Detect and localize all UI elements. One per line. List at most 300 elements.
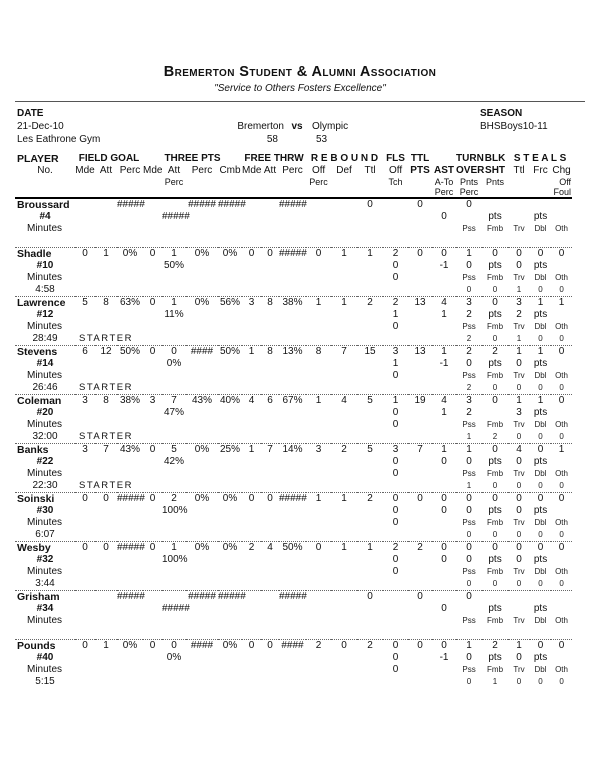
stat-cell — [357, 676, 383, 688]
stat-cell — [357, 358, 383, 370]
stat-cell: 1 — [383, 395, 408, 408]
starter-flag — [75, 529, 162, 542]
breakdown-value: 0 — [492, 579, 498, 588]
stat-cell: pts — [533, 554, 548, 565]
stat-cell — [75, 321, 95, 333]
stat-cell: 8 — [95, 395, 117, 408]
stat-cell: 2 — [516, 309, 522, 320]
stat-cell: 0 — [466, 652, 472, 663]
stat-cell: 0 — [456, 542, 482, 555]
starter-flag: STARTER — [79, 480, 133, 491]
stat-cell — [242, 260, 261, 272]
breakdown-value — [456, 235, 482, 248]
stat-cell — [551, 652, 572, 664]
spacer — [432, 153, 456, 165]
stat-cell — [162, 591, 186, 604]
stat-cell: 0 — [482, 493, 508, 506]
stat-cell — [408, 566, 432, 578]
stat-cell — [117, 419, 143, 431]
stat-cell — [75, 211, 95, 223]
stat-cell: 0% — [218, 248, 242, 261]
breakdown-label: Pss — [462, 420, 476, 429]
stat-cell — [551, 260, 572, 272]
stat-cell: pts — [488, 309, 502, 320]
stat-cell: 1 — [331, 248, 357, 261]
stat-cell — [242, 615, 261, 627]
breakdown-value: 0 — [466, 530, 472, 539]
stat-cell — [218, 358, 242, 370]
breakdown-label: Fmb — [487, 665, 504, 674]
stat-cell — [432, 566, 456, 578]
stat-cell — [162, 627, 186, 640]
stat-cell: pts — [533, 309, 548, 320]
stat-cell — [242, 235, 261, 248]
stat-cell — [117, 309, 143, 321]
season-value: BHSBoys10-11 — [480, 121, 548, 132]
stat-cell — [279, 333, 306, 346]
breakdown-label: Oth — [555, 322, 568, 331]
game-info-left — [17, 107, 100, 146]
stat-cell: 1 — [456, 444, 482, 457]
stat-cell: 19 — [408, 395, 432, 408]
stat-cell — [95, 517, 117, 529]
stat-cell: 7 — [261, 444, 279, 457]
stat-cell: pts — [488, 456, 502, 467]
breakdown-label: Fmb — [487, 420, 504, 429]
breakdown-value: 0 — [538, 383, 543, 392]
col-st-ttl: Ttl — [513, 165, 525, 176]
stat-cell — [551, 554, 572, 566]
stat-cell — [331, 211, 357, 223]
minutes-label: Minutes — [27, 321, 63, 332]
stat-cell — [261, 456, 279, 468]
stat-cell: 0 — [432, 542, 456, 555]
stat-cell: 0 — [392, 468, 399, 479]
stat-cell: 1 — [530, 297, 551, 310]
breakdown-value: 0 — [516, 481, 522, 490]
stat-cell — [551, 211, 572, 223]
stat-cell: 0 — [95, 493, 117, 506]
stat-cell: 1 — [331, 297, 357, 310]
stat-cell — [432, 627, 456, 640]
stat-cell — [186, 603, 218, 615]
stat-cell — [143, 272, 162, 284]
stat-cell — [75, 566, 95, 578]
col-turn-perc: Perc — [459, 187, 479, 197]
stat-cell: 4 — [242, 395, 261, 408]
breakdown-label: Oth — [555, 273, 568, 282]
player-number: #4 — [39, 211, 51, 222]
stat-cell: ##### — [218, 591, 246, 602]
breakdown-value — [456, 627, 482, 640]
stat-cell: 0 — [482, 297, 508, 310]
stat-cell — [143, 615, 162, 627]
stat-cell — [357, 223, 383, 235]
breakdown-label: Oth — [555, 371, 568, 380]
stat-cell: 0 — [408, 248, 432, 261]
stat-cell — [306, 578, 331, 591]
stat-cell: 0% — [186, 542, 218, 555]
stat-cell: 2 — [383, 542, 408, 555]
minutes-value: 4:58 — [35, 284, 55, 295]
stat-cell: pts — [488, 554, 502, 565]
stat-cell — [482, 407, 508, 419]
spacer — [15, 187, 75, 198]
stat-cell: 2 — [466, 407, 472, 418]
stat-cell: 0 — [75, 542, 95, 555]
stat-cell — [143, 358, 162, 370]
col-fg-att: Att — [99, 165, 113, 176]
stat-cell — [218, 382, 242, 395]
stat-cell — [331, 198, 357, 211]
stat-cell — [432, 284, 456, 297]
col-blk-pnts: Pnts — [486, 177, 505, 187]
stat-cell: 1 — [530, 395, 551, 408]
stat-cell: ##### — [117, 542, 145, 553]
stat-cell: 0 — [392, 664, 399, 675]
stat-cell — [242, 603, 261, 615]
spacer — [15, 177, 75, 187]
stat-cell — [279, 431, 306, 444]
breakdown-label: Oth — [555, 420, 568, 429]
stat-cell: 0 — [143, 248, 162, 261]
stat-cell — [279, 235, 306, 248]
stat-cell — [432, 321, 456, 333]
player-number: #32 — [36, 554, 54, 565]
col-free-thrw: FREE THRW — [244, 153, 304, 164]
stat-cell — [95, 407, 117, 419]
stat-cell — [162, 615, 186, 627]
col-pts: PTS — [410, 165, 430, 176]
breakdown-value: 0 — [516, 432, 522, 441]
breakdown-value: 0 — [559, 481, 564, 490]
stat-cell — [357, 652, 383, 664]
player-name: Broussard — [15, 198, 75, 211]
stat-cell — [75, 272, 95, 284]
col-tp-perc: Perc — [191, 165, 213, 176]
stat-cell — [383, 431, 408, 444]
stat-cell — [357, 419, 383, 431]
stat-cell: 0 — [530, 493, 551, 506]
stat-cell: 0 — [392, 419, 399, 430]
stat-cell — [432, 591, 456, 604]
game-info — [15, 107, 585, 148]
org-title: Bremerton Student & Alumni Association — [163, 64, 437, 80]
stat-cell: pts — [488, 211, 502, 222]
stat-cell: 0 — [482, 248, 508, 261]
minutes-value: 22:30 — [32, 480, 58, 491]
stat-cell: pts — [533, 652, 548, 663]
game-info-right — [480, 107, 548, 133]
stat-cell — [331, 578, 357, 591]
stat-cell — [218, 284, 242, 297]
stat-cell — [279, 211, 306, 223]
stat-cell — [162, 431, 186, 444]
stat-cell — [432, 578, 456, 591]
stat-cell — [242, 284, 261, 297]
stat-cell — [75, 358, 95, 370]
stat-cell — [331, 284, 357, 297]
player-block-stevens — [15, 346, 572, 395]
stat-cell — [186, 468, 218, 480]
stat-cell — [117, 407, 143, 419]
stat-cell: 0 — [261, 640, 279, 653]
minutes-label: Minutes — [27, 419, 63, 430]
stat-cell — [186, 456, 218, 468]
stat-cell — [261, 284, 279, 297]
stat-cell: 0 — [75, 640, 95, 653]
stat-cell — [408, 284, 432, 297]
stat-cell: 8 — [306, 346, 331, 359]
stat-cell: ##### — [117, 199, 145, 210]
stat-cell — [383, 235, 408, 248]
stat-cell: 0 — [516, 652, 522, 663]
stat-cell — [117, 370, 143, 382]
spacer — [331, 177, 383, 187]
stat-cell — [95, 652, 117, 664]
stat-cell — [242, 272, 261, 284]
stat-cell — [75, 664, 95, 676]
stat-cell — [279, 517, 306, 529]
spacer — [75, 177, 162, 187]
stat-cell — [408, 309, 432, 321]
stat-cell — [551, 407, 572, 419]
stat-cell: 0 — [143, 640, 162, 653]
breakdown-value: 0 — [466, 285, 472, 294]
stat-cell — [482, 198, 508, 211]
stat-cell — [408, 615, 432, 627]
stat-cell — [117, 468, 143, 480]
stat-cell — [218, 578, 242, 591]
breakdown-value: 0 — [559, 530, 564, 539]
stat-cell: 2 — [482, 346, 508, 359]
stat-cell: 0% — [166, 652, 182, 663]
stat-cell: 3 — [456, 395, 482, 408]
stat-cell: 2 — [383, 297, 408, 310]
col-tp-mde: Mde — [143, 165, 163, 176]
breakdown-label: Pss — [462, 616, 476, 625]
stat-cell — [408, 223, 432, 235]
stat-cell — [218, 321, 242, 333]
stat-cell — [306, 566, 331, 578]
stat-cell: ##### — [186, 198, 218, 211]
stat-cell: ##### — [162, 211, 190, 222]
stat-cell: 0% — [186, 297, 218, 310]
stat-cell — [143, 211, 162, 223]
breakdown-label: Trv — [513, 665, 525, 674]
stat-cell — [143, 223, 162, 235]
stat-cell — [261, 419, 279, 431]
col-fls: FLS — [386, 153, 405, 164]
stat-cell: 3 — [306, 444, 331, 457]
stat-cell — [162, 370, 186, 382]
stat-cell — [75, 517, 95, 529]
stat-cell: 50% — [117, 346, 143, 359]
breakdown-label: Dbl — [534, 469, 547, 478]
stat-cell: 0 — [392, 370, 399, 381]
stat-cell — [218, 603, 242, 615]
stat-cell — [242, 480, 261, 493]
stat-cell — [186, 566, 218, 578]
spacer — [482, 187, 551, 198]
stat-cell: 0 — [516, 456, 522, 467]
stat-cell — [143, 517, 162, 529]
stat-cell — [306, 321, 331, 333]
stat-cell: 5 — [357, 444, 383, 457]
stat-cell: 0 — [143, 297, 162, 310]
stat-cell — [186, 480, 218, 493]
stat-cell — [117, 517, 143, 529]
stat-cell — [408, 480, 432, 493]
stat-cell — [279, 603, 306, 615]
stat-cell: 7 — [95, 444, 117, 457]
stat-cell — [75, 370, 95, 382]
stat-cell — [261, 198, 279, 211]
stat-cell: 100% — [162, 505, 188, 516]
stat-cell: 0 — [551, 640, 572, 653]
stat-cell — [162, 676, 186, 688]
stat-cell: 3 — [75, 395, 95, 408]
stat-cell: ##### — [162, 603, 190, 614]
player-name: Banks — [15, 444, 75, 457]
stat-cell: 4 — [331, 395, 357, 408]
breakdown-value: 0 — [559, 432, 564, 441]
stat-cell — [306, 468, 331, 480]
stat-cell — [279, 615, 306, 627]
stat-cell: 0% — [117, 640, 143, 653]
stat-cell — [261, 468, 279, 480]
stat-cell — [261, 235, 279, 248]
stat-cell — [432, 333, 456, 346]
breakdown-label: Fmb — [487, 371, 504, 380]
stat-cell — [261, 358, 279, 370]
stat-cell — [551, 309, 572, 321]
stat-cell: 0% — [117, 248, 143, 261]
stat-cell: 2 — [242, 542, 261, 555]
stat-cell: 0 — [530, 640, 551, 653]
stat-cell — [306, 615, 331, 627]
stat-cell — [186, 211, 218, 223]
stat-cell — [117, 566, 143, 578]
stat-cell — [117, 615, 143, 627]
stat-cell: 1 — [392, 358, 399, 369]
stat-cell — [331, 529, 357, 542]
stat-cell: pts — [488, 505, 502, 516]
stat-cell: 0 — [551, 395, 572, 408]
stat-cell — [432, 480, 456, 493]
org-motto: "Service to Others Fosters Excellence" — [214, 83, 386, 94]
breakdown-value: 0 — [516, 579, 522, 588]
stat-cell — [331, 431, 357, 444]
minutes-label: Minutes — [27, 517, 63, 528]
stat-cell — [383, 578, 408, 591]
stat-cell — [162, 198, 186, 211]
stat-cell — [95, 211, 117, 223]
stat-cell — [143, 419, 162, 431]
breakdown-label: Fmb — [487, 567, 504, 576]
stat-cell: 2 — [357, 640, 383, 653]
stat-cell — [218, 676, 242, 688]
breakdown-value: 0 — [538, 579, 543, 588]
stat-cell — [95, 591, 117, 604]
stat-cell — [357, 284, 383, 297]
breakdown-value: 0 — [559, 383, 564, 392]
stat-cell: 38% — [279, 297, 306, 310]
stat-cell: 1 — [162, 542, 186, 555]
stat-cell: 0 — [392, 272, 399, 283]
stat-cell: 13% — [279, 346, 306, 359]
stat-cell — [408, 272, 432, 284]
stat-cell — [408, 407, 432, 419]
stat-cell — [218, 505, 242, 517]
stat-cell — [432, 419, 456, 431]
stat-cell: 1 — [95, 248, 117, 261]
spacer — [508, 177, 551, 187]
away-team: Olympic — [312, 121, 349, 132]
stat-cell — [331, 235, 357, 248]
stat-cell — [331, 627, 357, 640]
stat-cell — [186, 260, 218, 272]
stat-cell: 0 — [466, 358, 472, 369]
stat-cell — [261, 223, 279, 235]
stat-cell: 0 — [516, 358, 522, 369]
stat-cell — [306, 211, 331, 223]
stat-cell — [242, 333, 261, 346]
stat-cell — [357, 664, 383, 676]
col-st-chg: Chg — [552, 165, 571, 176]
stat-cell: 6 — [75, 346, 95, 359]
stat-cell — [261, 407, 279, 419]
stat-cell — [218, 554, 242, 566]
stat-cell — [331, 223, 357, 235]
col-over: OVER — [456, 165, 485, 176]
stat-cell — [218, 223, 242, 235]
col-no: No. — [37, 165, 53, 176]
stat-cell: 15 — [357, 346, 383, 359]
stat-cell: 5 — [75, 297, 95, 310]
stat-cell — [279, 566, 306, 578]
stat-cell — [242, 676, 261, 688]
col-reb-ttl: Ttl — [364, 165, 376, 176]
stat-cell — [408, 431, 432, 444]
stat-cell: 0 — [466, 260, 472, 271]
col-rebound: R E B O U N D — [310, 153, 379, 164]
stat-cell — [408, 358, 432, 370]
player-number: #34 — [36, 603, 54, 614]
stat-cell: 5 — [162, 444, 186, 457]
stat-cell — [261, 333, 279, 346]
stat-cell — [331, 676, 357, 688]
stat-cell — [357, 309, 383, 321]
col-a-to: A-To — [434, 177, 454, 187]
breakdown-value: 0 — [559, 579, 564, 588]
stat-cell — [279, 419, 306, 431]
stat-cell — [186, 615, 218, 627]
stat-cell: 0 — [143, 346, 162, 359]
player-name: Soinski — [15, 493, 75, 506]
stat-cell: #### — [186, 640, 218, 653]
player-number: #40 — [36, 652, 54, 663]
stat-cell — [218, 370, 242, 382]
stat-cell: 0 — [392, 456, 399, 467]
stat-cell — [408, 456, 432, 468]
player-block-pounds — [15, 640, 572, 689]
stat-cell — [242, 566, 261, 578]
stat-cell — [117, 321, 143, 333]
stat-cell — [357, 211, 383, 223]
breakdown-value — [551, 235, 572, 248]
breakdown-value: 1 — [492, 677, 498, 686]
